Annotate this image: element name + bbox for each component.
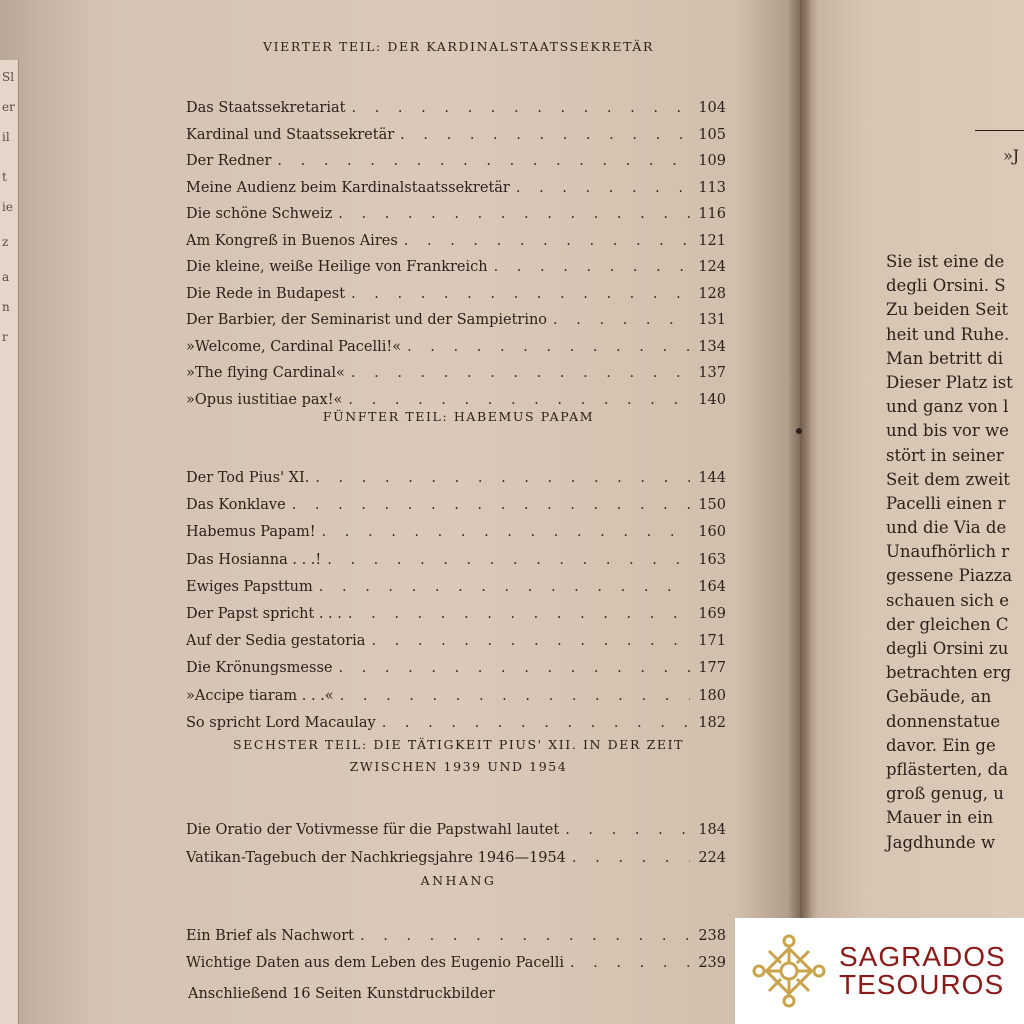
entry-title: Der Papst spricht . . . [186, 606, 342, 622]
part-heading-6 [186, 736, 731, 776]
page-number: 169 [698, 606, 726, 622]
page-number: 124 [698, 259, 726, 275]
text-line: Jagdhunde w [886, 832, 996, 852]
text-line: Pacelli einen r [886, 493, 1006, 513]
page-number: 144 [698, 470, 726, 486]
dot-leader [292, 497, 690, 513]
text-line: Dieser Platz ist [886, 372, 1013, 392]
text-line: Mauer in ein [886, 808, 994, 828]
entry-title: Auf der Sedia gestatoria [186, 633, 366, 650]
entry-title: Die schöne Schweiz [186, 206, 333, 222]
entry-title: Der Tod Pius' XI. [186, 470, 310, 486]
dot-leader [315, 470, 690, 486]
entry-title: Am Kongreß in Buenos Aires [186, 232, 398, 249]
text-line: betrachten erg [886, 663, 1012, 683]
page-number: 238 [698, 928, 726, 944]
dot-leader [553, 312, 690, 328]
dot-leader [382, 715, 690, 731]
page-number: 164 [698, 578, 726, 595]
dot-leader [494, 259, 690, 275]
part-title: FÜNFTER TEIL: HABEMUS PAPAM [322, 409, 595, 424]
dot-leader [277, 153, 690, 169]
toc-entry [186, 633, 726, 659]
text-line: pflästerten, da [886, 759, 1009, 779]
toc-entry [186, 206, 726, 232]
toc-entry [186, 153, 726, 179]
toc-entry [186, 312, 726, 338]
page-number: 121 [698, 232, 726, 249]
text-line: degli Orsini zu [886, 639, 1009, 658]
watermark-brand [839, 943, 1006, 999]
toc-entry [186, 928, 726, 954]
page-number: 137 [698, 365, 726, 381]
book-gutter [788, 0, 812, 1024]
entry-title: Ewiges Papsttum [186, 578, 313, 595]
margin-fragment: er [2, 100, 15, 114]
entry-title: Die Krönungsmesse [186, 660, 333, 677]
part-title: ANHANG [420, 873, 497, 888]
part-heading-anhang [186, 872, 731, 890]
text-line: degli Orsini. S [886, 276, 1006, 296]
toc-entry [186, 259, 726, 285]
text-line: Gebäude, an [886, 687, 992, 707]
part-title-line-2: ZWISCHEN 1939 UND 1954 [349, 759, 568, 774]
margin-fragment: a [2, 270, 10, 284]
entry-title: »Accipe tiaram . . .« [186, 687, 334, 704]
margin-fragment: Sl [2, 70, 15, 84]
entry-title: Der Barbier, der Seminarist und der Sampietrino [186, 312, 548, 328]
entry-title: Die Rede in Budapest [186, 285, 346, 302]
dot-leader [348, 606, 690, 622]
dot-leader [338, 206, 690, 222]
dot-leader [516, 180, 690, 196]
text-line: und die Via de [886, 518, 1007, 538]
dot-leader [319, 579, 690, 595]
toc-entry [186, 552, 726, 578]
entry-title: »The flying Cardinal« [186, 365, 345, 381]
toc-entry [186, 606, 726, 632]
page-number: 116 [698, 206, 726, 222]
text-line: und bis vor we [886, 421, 1009, 441]
text-line: Unaufhörlich r [886, 542, 1010, 562]
dot-leader [351, 365, 690, 381]
page-number: 177 [698, 660, 726, 677]
text-line: gessene Piazza [886, 566, 1013, 586]
page-number: 140 [698, 391, 726, 408]
text-line: donnenstatue [886, 711, 1001, 731]
page-number: 150 [698, 497, 726, 514]
entry-title: Die Oratio der Votivmesse für die Papstwahl lautet [186, 822, 560, 838]
entry-title: »Welcome, Cardinal Pacelli!« [186, 338, 402, 355]
page-number: 105 [698, 126, 726, 143]
toc-entry [186, 470, 726, 496]
toc-entry [186, 286, 726, 312]
entry-title: Das Konklave [186, 497, 286, 514]
page-number: 131 [698, 312, 726, 328]
entry-title: »Opus iustitiae pax!« [186, 391, 343, 408]
dot-leader [572, 850, 690, 866]
watermark-logo [735, 918, 1024, 1024]
dot-leader [407, 339, 690, 355]
margin-fragment: il [2, 130, 10, 144]
page-number: 182 [698, 714, 726, 731]
page-number: 171 [698, 633, 726, 650]
toc-entry [186, 660, 726, 686]
entry-title: Kardinal und Staatssekretär [186, 126, 395, 143]
page-number: 134 [698, 338, 726, 355]
toc-entry [186, 100, 726, 126]
ink-spot [796, 428, 802, 434]
part-heading-4 [186, 38, 731, 56]
toc-entry [186, 339, 726, 365]
dot-leader [340, 688, 690, 704]
dot-leader [338, 660, 690, 676]
toc-entry [186, 579, 726, 605]
margin-fragment: z [2, 235, 9, 249]
brand-line-2: TESOUROS [839, 969, 1005, 1000]
part-title-line-1: SECHSTER TEIL: DIE TÄTIGKEIT PIUS' XII. IN DER ZEIT [232, 737, 685, 752]
entry-title: Die kleine, weiße Heilige von Frankreich [186, 259, 488, 275]
margin-fragment: n [2, 300, 10, 314]
entry-title: Das Staatssekretariat [186, 100, 346, 116]
dot-leader [348, 392, 690, 408]
part-heading-5 [186, 408, 731, 426]
entry-title: Habemus Papam! [186, 524, 316, 541]
margin-fragment: ie [2, 200, 13, 214]
text-line: groß genug, u [886, 784, 1004, 804]
text-line: der gleichen C [886, 614, 1009, 634]
page-number: 109 [698, 153, 726, 169]
toc-entry [186, 688, 726, 714]
toc-entry [186, 524, 726, 550]
dot-leader [327, 552, 690, 568]
previous-page-edge [0, 60, 19, 1024]
ornament-emblem-icon [751, 933, 827, 1009]
dot-leader [322, 524, 690, 540]
page-number: 224 [698, 850, 726, 866]
toc-entry [186, 497, 726, 523]
right-page-text [886, 250, 1013, 855]
text-line: und ganz von l [886, 397, 1009, 417]
toc-entry [186, 180, 726, 206]
page-number: 104 [698, 100, 726, 116]
text-line: Sie ist eine de [886, 252, 1005, 271]
page-number: 180 [698, 687, 726, 704]
heading-rule [975, 130, 1024, 131]
text-line: schauen sich e [886, 590, 1010, 610]
dot-leader [360, 928, 690, 944]
footer-note: Anschließend 16 Seiten Kunstdruckbilder [188, 986, 495, 1002]
brand-line-1: SAGRADOS [839, 941, 1006, 972]
right-page-heading: »J [1003, 146, 1020, 165]
toc-entry [186, 127, 726, 153]
dot-leader [351, 286, 690, 302]
page-number: 163 [698, 551, 726, 568]
entry-title: Meine Audienz beim Kardinalstaatssekretär [186, 179, 510, 196]
page-number: 239 [698, 955, 726, 971]
toc-entry [186, 955, 726, 981]
dot-leader [400, 127, 690, 143]
entry-title: Das Hosianna . . .! [186, 551, 322, 568]
entry-title: Ein Brief als Nachwort [186, 928, 354, 944]
text-line: Man betritt di [886, 348, 1004, 368]
margin-fragment: r [2, 330, 8, 344]
entry-title: Vatikan-Tagebuch der Nachkriegsjahre 1946—1954 [186, 850, 566, 866]
page-number: 113 [698, 179, 726, 196]
entry-title: So spricht Lord Macaulay [186, 714, 376, 731]
dot-leader [371, 633, 690, 649]
toc-entry [186, 233, 726, 259]
dot-leader [404, 233, 690, 249]
dot-leader [351, 100, 690, 116]
text-line: Seit dem zweit [886, 469, 1010, 489]
page-number: 128 [698, 285, 726, 302]
page-number: 160 [698, 524, 726, 541]
part-title: VIERTER TEIL: DER KARDINALSTAATSSEKRETÄR [263, 39, 654, 54]
text-line: davor. Ein ge [886, 735, 996, 755]
text-line: Zu beiden Seit [886, 300, 1009, 320]
text-line: heit und Ruhe. [886, 324, 1010, 344]
text-line: stört in seiner [886, 445, 1004, 465]
dot-leader [570, 955, 690, 971]
dot-leader [565, 822, 690, 838]
page-number: 184 [698, 822, 726, 838]
margin-fragment: t [2, 170, 7, 184]
toc-entry [186, 822, 726, 848]
entry-title: Wichtige Daten aus dem Leben des Eugenio Pacelli [186, 955, 564, 971]
entry-title: Der Redner [186, 153, 272, 169]
toc-entry [186, 365, 726, 391]
